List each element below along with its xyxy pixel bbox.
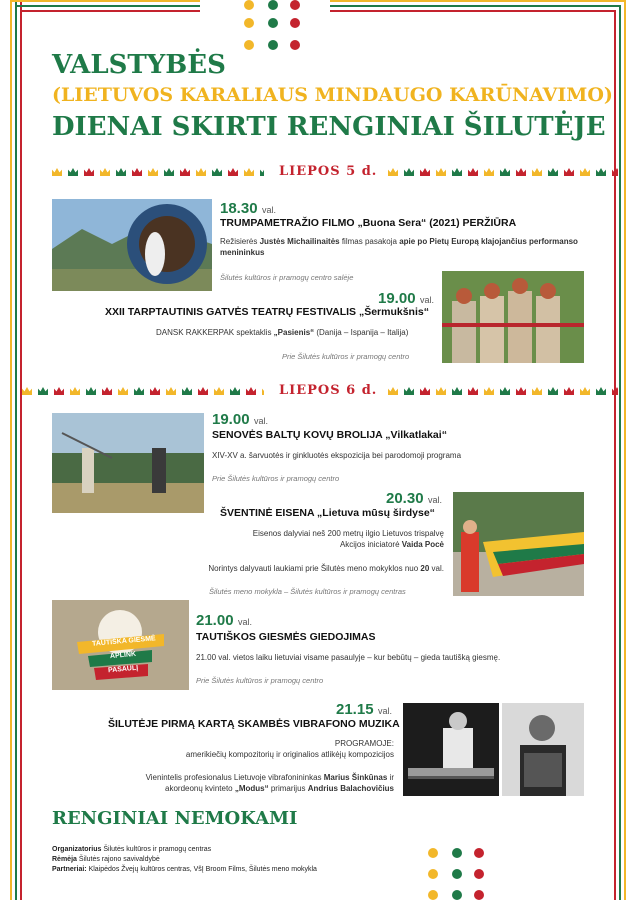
- crown-icon: [532, 387, 542, 395]
- logo-text: PASAULĮ: [107, 664, 139, 675]
- crown-icon: [420, 387, 430, 395]
- crown-icon: [500, 168, 510, 176]
- crown-icon: [468, 387, 478, 395]
- event-program: PROGRAMOJE: amerikiečių kompozitorių ir originalios atlikėjų kompozicijos: [185, 739, 394, 759]
- crown-icon: [38, 387, 48, 395]
- crown-icon: [500, 387, 510, 395]
- crown-icon: [102, 387, 112, 395]
- crown-icon: [244, 168, 254, 176]
- event-time: 18.30 val.: [220, 200, 277, 217]
- event-time: 21.00 val.: [196, 612, 253, 629]
- event-photo-battle: [52, 413, 204, 513]
- event-title: ŠVENTINĖ EISENA „Lietuva mūsų širdyse“: [220, 507, 435, 519]
- crown-icon: [166, 387, 176, 395]
- event-location: Prie Šilutės kultūros ir pramogų centro: [212, 474, 340, 483]
- event-logo-anthem: [52, 600, 189, 690]
- crown-icon: [596, 387, 606, 395]
- crown-divider-right: [388, 168, 618, 180]
- event-location: Šilutės kultūros ir pramogų centro salėje: [220, 273, 354, 282]
- crown-icon: [612, 168, 618, 176]
- crown-icon: [468, 168, 478, 176]
- crown-icon: [532, 168, 542, 176]
- crown-icon: [516, 387, 526, 395]
- crown-icon: [564, 168, 574, 176]
- frame-line: [20, 10, 200, 12]
- event-description: Eisenos dalyviai neš 200 metrų ilgio Lietuvos trispalvę Akcijos iniciatorė Vaida Pocė: [252, 529, 444, 549]
- event-time: 19.00 val.: [378, 290, 435, 307]
- frame-line: [330, 0, 626, 2]
- crown-icon: [516, 168, 526, 176]
- event-description: Režisierės Justės Michailinaitės filmas pasakoja apie po Pietų Europą klajojančius performanso menininkus: [220, 237, 578, 257]
- free-events-notice: RENGINIAI NEMOKAMI: [52, 808, 298, 829]
- crown-icon: [182, 387, 192, 395]
- crown-icon: [196, 168, 206, 176]
- frame-line: [624, 0, 626, 900]
- crown-icon: [100, 168, 110, 176]
- crown-icon: [118, 387, 128, 395]
- crown-icon: [580, 387, 590, 395]
- crown-icon: [230, 387, 240, 395]
- crown-icon: [68, 168, 78, 176]
- event-title: ŠILUTĖJE PIRMĄ KARTĄ SKAMBĖS VIBRAFONO MUZIKA: [108, 718, 400, 730]
- frame-line: [10, 0, 200, 2]
- frame-line: [330, 5, 621, 7]
- crown-icon: [596, 168, 606, 176]
- crown-icon: [148, 168, 158, 176]
- crown-icon: [132, 168, 142, 176]
- crown-icon: [580, 168, 590, 176]
- crown-icon: [404, 387, 414, 395]
- event-photo-film: [52, 199, 212, 291]
- crown-icon: [134, 387, 144, 395]
- crown-icon: [420, 168, 430, 176]
- crown-icon: [54, 387, 64, 395]
- event-title: TAUTIŠKOS GIESMĖS GIEDOJIMAS: [196, 631, 376, 643]
- crown-icon: [150, 387, 160, 395]
- event-description: DANSK RAKKERPAK spektaklis „Pasienis“ (Danija – Ispanija – Italija): [156, 328, 409, 337]
- crown-icon: [262, 387, 264, 395]
- crown-icon: [436, 168, 446, 176]
- crown-icon: [86, 387, 96, 395]
- header-line3: DIENAI SKIRTI RENGINIAI ŠILUTĖJE: [52, 112, 606, 142]
- logo-text: APLINK: [109, 650, 137, 661]
- crown-icon: [214, 387, 224, 395]
- event-title: TRUMPAMETRAŽIO FILMO „Buona Sera“ (2021) PERŽIŪRA: [220, 217, 517, 229]
- event-time: 21.15 val.: [336, 701, 393, 718]
- crown-icon: [548, 387, 558, 395]
- crown-icon: [484, 168, 494, 176]
- event-description: XIV-XV a. šarvuotės ir ginkluotės ekspozicija bei parodomoji programa: [212, 451, 462, 460]
- crown-icon: [180, 168, 190, 176]
- crown-icon: [404, 168, 414, 176]
- frame-line: [10, 0, 12, 900]
- crown-icon: [84, 168, 94, 176]
- logo-text: TAUTIŠKA GIESMĖ: [91, 635, 156, 648]
- event-photo-parade: [453, 492, 584, 596]
- frame-line: [20, 0, 22, 900]
- crown-icon: [246, 387, 256, 395]
- crown-icon: [452, 387, 462, 395]
- crown-icon: [212, 168, 222, 176]
- day-label: LIEPOS 6 d.: [279, 383, 378, 398]
- footer-credits: Organizatorius Šilutės kultūros ir pramogų centras Rėmėja Šilutės rajono savivaldybė Partneriai: Klaipėdos Žvejų kultūros centras, VšĮ Broom Films, Šilutės meno mokykla: [52, 846, 317, 873]
- crown-icon: [388, 168, 398, 176]
- frame-line: [15, 5, 200, 7]
- crown-icon: [228, 168, 238, 176]
- crown-icon: [548, 168, 558, 176]
- crown-icon: [70, 387, 80, 395]
- day-label: LIEPOS 5 d.: [279, 164, 378, 179]
- frame-line: [15, 0, 17, 900]
- frame-line: [330, 10, 616, 12]
- event-photo-accordion: [502, 703, 584, 796]
- event-description: 21.00 val. vietos laiku lietuviai visame pasaulyje – kur bebūtų – gieda tautišką giesmę.: [196, 653, 501, 662]
- header-line1: VALSTYBĖS: [52, 50, 226, 80]
- frame-line: [619, 5, 621, 900]
- crown-icon: [198, 387, 208, 395]
- crown-icon: [164, 168, 174, 176]
- event-description: Vienintelis profesionalus Lietuvoje vibrafonininkas Marius Šinkūnas ir akordeonų kvinteto „Modus“ primarijus Andrius Balachovičius: [145, 773, 394, 793]
- event-location: Prie Šilutės kultūros ir pramogų centro: [282, 352, 410, 361]
- crown-icon: [564, 387, 574, 395]
- frame-line: [614, 10, 616, 900]
- crown-divider-right: [388, 387, 618, 399]
- crown-icon: [484, 387, 494, 395]
- event-time: 20.30 val.: [386, 490, 443, 507]
- event-location: Šilutės meno mokykla – Šilutės kultūros ir pramogų centras: [209, 587, 406, 596]
- crown-icon: [612, 387, 618, 395]
- crown-icon: [388, 387, 398, 395]
- crown-icon: [52, 168, 62, 176]
- crown-divider-left: [22, 387, 264, 399]
- header-line2: (LIETUVOS KARALIAUS MINDAUGO KARŪNAVIMO): [52, 84, 613, 106]
- event-time: 19.00 val.: [212, 411, 269, 428]
- event-photo-theatre: [442, 271, 584, 363]
- event-note: Norintys dalyvauti laukiami prie Šilutės meno mokyklos nuo 20 val.: [208, 564, 444, 573]
- event-title: XXII TARPTAUTINIS GATVĖS TEATRŲ FESTIVALIS „Šermukšnis“: [105, 306, 429, 318]
- event-location: Prie Šilutės kultūros ir pramogų centro: [196, 676, 324, 685]
- crown-icon: [260, 168, 264, 176]
- crown-icon: [452, 168, 462, 176]
- crown-divider-left: [52, 168, 264, 180]
- crown-icon: [116, 168, 126, 176]
- event-photo-vibraphone: [403, 703, 499, 796]
- crown-icon: [22, 387, 32, 395]
- event-title: SENOVĖS BALTŲ KOVŲ BROLIJA „Vilkatlakai“: [212, 429, 447, 441]
- crown-icon: [436, 387, 446, 395]
